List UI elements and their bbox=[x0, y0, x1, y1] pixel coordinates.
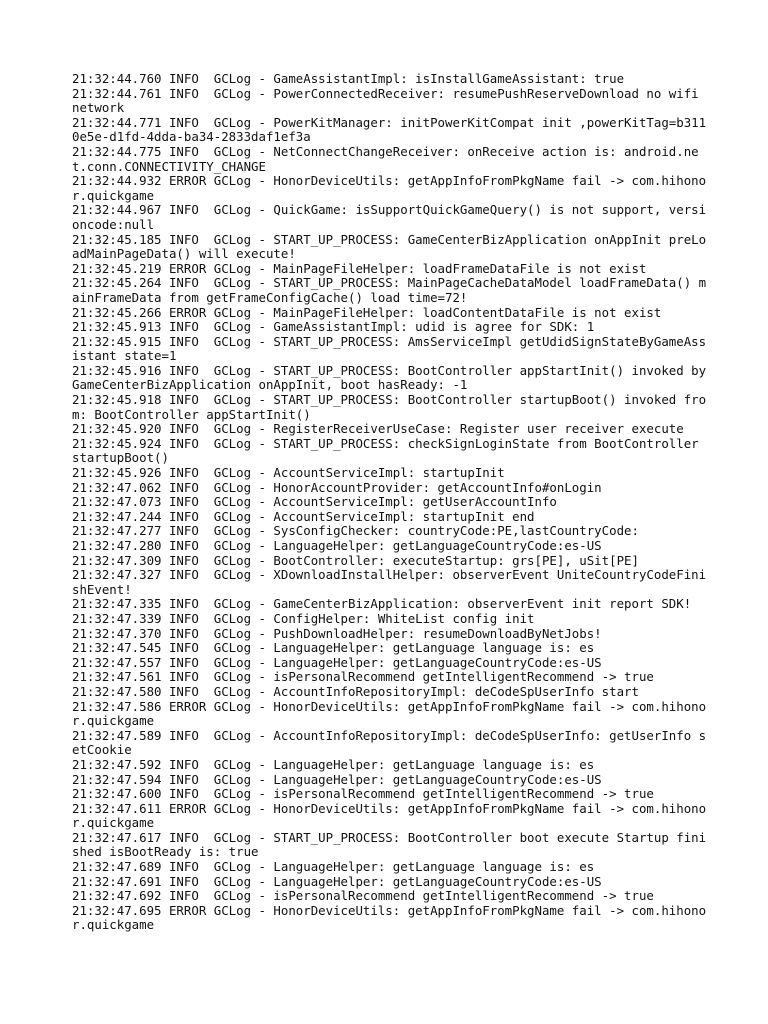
log-line: 21:32:44.967 INFO GCLog - QuickGame: isSupportQuickGameQuery() is not support, versioncode:null bbox=[72, 202, 707, 232]
log-line: 21:32:45.920 INFO GCLog - RegisterReceiverUseCase: Register user receiver execute bbox=[72, 421, 684, 437]
log-line: 21:32:45.219 ERROR GCLog - MainPageFileHelper: loadFrameDataFile is not exist bbox=[72, 260, 647, 276]
log-line: 21:32:44.761 INFO GCLog - PowerConnectedReceiver: resumePushReserveDownload no wifi network bbox=[72, 85, 707, 116]
log-line: 21:32:47.695 ERROR GCLog - HonorDeviceUtils: getAppInfoFromPkgName fail -> com.hihonor.quickgame bbox=[72, 902, 707, 933]
log-line: 21:32:45.266 ERROR GCLog - MainPageFileHelper: loadContentDataFile is not exist bbox=[72, 304, 662, 320]
log-line: 21:32:45.264 INFO GCLog - START_UP_PROCESS: MainPageCacheDataModel loadFrameData() mainFrameData from getFrameConfigCache() load time=72! bbox=[72, 275, 707, 305]
log-line: 21:32:44.932 ERROR GCLog - HonorDeviceUtils: getAppInfoFromPkgName fail -> com.hihonor.quickgame bbox=[72, 173, 707, 203]
log-line: 21:32:47.309 INFO GCLog - BootController: executeStartup: grs[PE], uSit[PE] bbox=[72, 552, 639, 568]
log-line: 21:32:47.327 INFO GCLog - XDownloadInstallHelper: observerEvent UniteCountryCodeFinishEvent! bbox=[72, 567, 707, 597]
log-line: 21:32:47.339 INFO GCLog - ConfigHelper: WhiteList config init bbox=[72, 610, 535, 626]
log-line: 21:32:47.280 INFO GCLog - LanguageHelper: getLanguageCountryCode:es-US bbox=[72, 538, 602, 553]
log-line: 21:32:44.760 INFO GCLog - GameAssistantImpl: isInstallGameAssistant: true bbox=[72, 71, 625, 86]
log-line: 21:32:44.775 INFO GCLog - NetConnectChangeReceiver: onReceive action is: android.net.conn.CONNECTIVITY_CHANGE bbox=[72, 143, 699, 174]
log-line: 21:32:47.594 INFO GCLog - LanguageHelper: getLanguageCountryCode:es-US bbox=[72, 771, 602, 787]
log-line: 21:32:47.370 INFO GCLog - PushDownloadHelper: resumeDownloadByNetJobs! bbox=[72, 625, 602, 641]
log-line: 21:32:47.244 INFO GCLog - AccountServiceImpl: startupInit end bbox=[72, 508, 535, 524]
log-line: 21:32:47.611 ERROR GCLog - HonorDeviceUtils: getAppInfoFromPkgName fail -> com.hihonor.quickgame bbox=[72, 800, 707, 831]
log-line: 21:32:47.617 INFO GCLog - START_UP_PROCESS: BootController boot execute Startup finished isBootReady is: true bbox=[72, 829, 707, 860]
log-line: 21:32:47.062 INFO GCLog - HonorAccountProvider: getAccountInfo#onLogin bbox=[72, 479, 602, 495]
log-line: 21:32:45.926 INFO GCLog - AccountServiceImpl: startupInit bbox=[72, 465, 505, 481]
log-line: 21:32:45.924 INFO GCLog - START_UP_PROCESS: checkSignLoginState from BootController startupBoot() bbox=[72, 435, 707, 466]
log-line: 21:32:47.335 INFO GCLog - GameCenterBizApplication: observerEvent init report SDK! bbox=[72, 596, 692, 612]
log-line: 21:32:47.561 INFO GCLog - isPersonalRecommend getIntelligentRecommend -> true bbox=[72, 669, 654, 685]
log-line: 21:32:47.586 ERROR GCLog - HonorDeviceUtils: getAppInfoFromPkgName fail -> com.hihonor.quickgame bbox=[72, 698, 707, 729]
log-line: 21:32:45.915 INFO GCLog - START_UP_PROCESS: AmsServiceImpl getUdidSignStateByGameAssistant state=1 bbox=[72, 333, 707, 364]
log-line: 21:32:47.557 INFO GCLog - LanguageHelper: getLanguageCountryCode:es-US bbox=[72, 654, 602, 670]
log-line: 21:32:47.592 INFO GCLog - LanguageHelper: getLanguage language is: es bbox=[72, 756, 595, 772]
log-line: 21:32:47.692 INFO GCLog - isPersonalRecommend getIntelligentRecommend -> true bbox=[72, 888, 654, 904]
log-line: 21:32:45.913 INFO GCLog - GameAssistantImpl: udid is agree for SDK: 1 bbox=[72, 319, 595, 335]
log-line: 21:32:47.545 INFO GCLog - LanguageHelper: getLanguage language is: es bbox=[72, 640, 595, 656]
log-line: 21:32:44.771 INFO GCLog - PowerKitManager: initPowerKitCompat init ,powerKitTag=b3110e5e-d1fd-4dda-ba34-2833daf1ef3a bbox=[72, 114, 707, 145]
log-line: 21:32:47.073 INFO GCLog - AccountServiceImpl: getUserAccountInfo bbox=[72, 494, 557, 510]
log-line: 21:32:47.600 INFO GCLog - isPersonalRecommend getIntelligentRecommend -> true bbox=[72, 786, 654, 802]
log-line: 21:32:45.916 INFO GCLog - START_UP_PROCESS: BootController appStartInit() invoked by GameCenterBizApplication onAppInit, boot hasReady: -1 bbox=[72, 362, 714, 393]
log-line: 21:32:45.185 INFO GCLog - START_UP_PROCESS: GameCenterBizApplication onAppInit preLoadMainPageData() will execute! bbox=[72, 231, 707, 262]
log-line: 21:32:45.918 INFO GCLog - START_UP_PROCESS: BootController startupBoot() invoked from: BootController appStartInit() bbox=[72, 392, 707, 422]
log-line: 21:32:47.277 INFO GCLog - SysConfigChecker: countryCode:PE,lastCountryCode: bbox=[72, 523, 639, 539]
log-line: 21:32:47.691 INFO GCLog - LanguageHelper: getLanguageCountryCode:es-US bbox=[72, 873, 602, 889]
log-line: 21:32:47.580 INFO GCLog - AccountInfoRepositoryImpl: deCodeSpUserInfo start bbox=[72, 683, 639, 699]
log-line: 21:32:47.589 INFO GCLog - AccountInfoRepositoryImpl: deCodeSpUserInfo: getUserInfo setCookie bbox=[72, 727, 707, 758]
log-line: 21:32:47.689 INFO GCLog - LanguageHelper: getLanguage language is: es bbox=[72, 859, 595, 875]
log-document bbox=[72, 72, 712, 933]
